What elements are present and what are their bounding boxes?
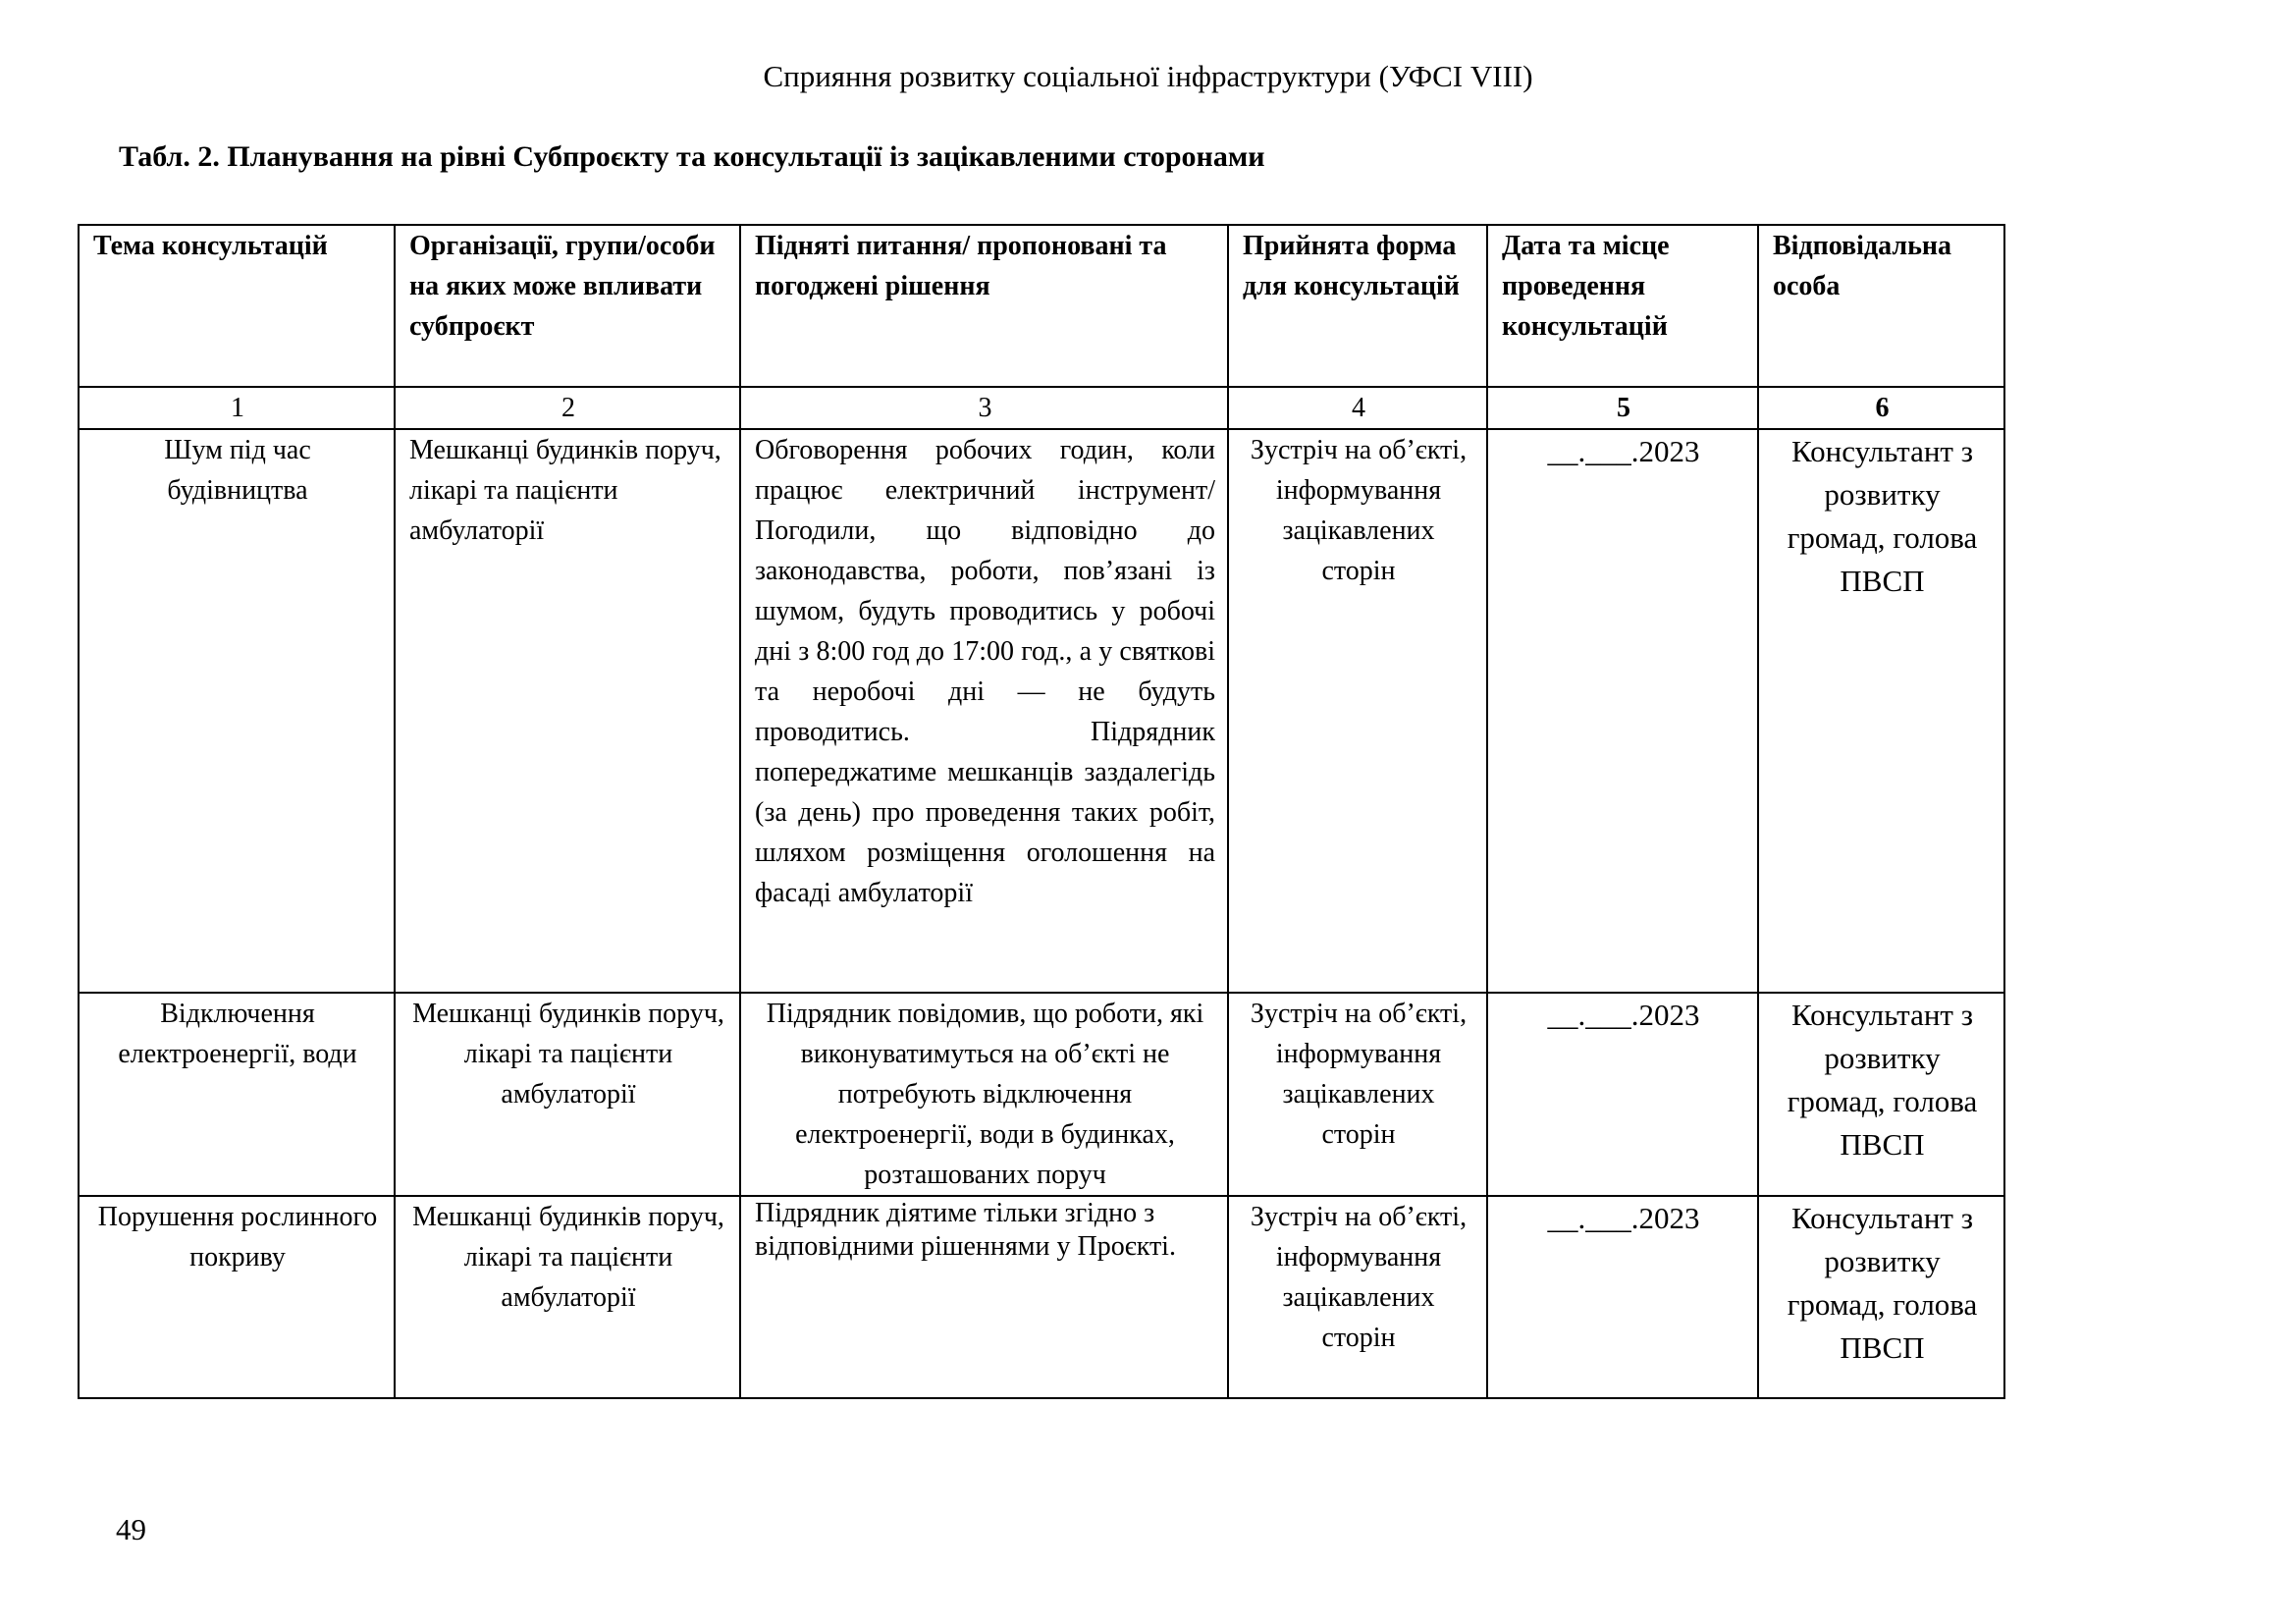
column-number: 6 <box>1758 387 2004 429</box>
cell-form: Зустріч на об’єкті, інформування зацікавлених сторін <box>1228 993 1487 1196</box>
cell-topic: Порушення рослинного покриву <box>79 1196 395 1398</box>
cell-issues: Підрядник діятиме тільки згідно з відповідними рішеннями у Проєкті. <box>740 1196 1228 1398</box>
cell-form: Зустріч на об’єкті, інформування зацікавлених сторін <box>1228 429 1487 993</box>
header-cell-date: Дата та місце проведення консультацій <box>1487 225 1758 387</box>
cell-date: __.___.2023 <box>1487 429 1758 993</box>
column-number: 2 <box>395 387 740 429</box>
column-number-row <box>79 387 2004 429</box>
header-cell-groups: Організації, групи/особи на яких може впливати субпроєкт <box>395 225 740 387</box>
cell-responsible: Консультант з розвитку громад, голова ПВСП <box>1758 1196 2004 1398</box>
table-row <box>79 993 2004 1196</box>
column-number: 1 <box>79 387 395 429</box>
cell-groups: Мешканці будинків поруч, лікарі та пацієнти амбулаторії <box>395 993 740 1196</box>
table-row <box>79 1196 2004 1398</box>
table-row <box>79 429 2004 993</box>
cell-date: __.___.2023 <box>1487 1196 1758 1398</box>
cell-topic: Шум під час будівництва <box>79 429 395 993</box>
running-header: Сприяння розвитку соціальної інфраструктури (УФСІ VIII) <box>763 59 1533 93</box>
column-number: 3 <box>740 387 1228 429</box>
cell-responsible: Консультант з розвитку громад, голова ПВСП <box>1758 429 2004 993</box>
table-title: Табл. 2. Планування на рівні Субпроєкту та консультації із зацікавленими сторонами <box>119 140 1265 173</box>
column-number: 5 <box>1487 387 1758 429</box>
cell-groups: Мешканці будинків поруч, лікарі та пацієнти амбулаторії <box>395 1196 740 1398</box>
cell-groups: Мешканці будинків поруч, лікарі та пацієнти амбулаторії <box>395 429 740 993</box>
cell-issues: Підрядник повідомив, що роботи, які виконуватимуться на об’єкті не потребують відключення електроенергії, води в будинках, розташованих поруч <box>740 993 1228 1196</box>
header-cell-form: Прийнята форма для консультацій <box>1228 225 1487 387</box>
cell-topic: Відключення електроенергії, води <box>79 993 395 1196</box>
header-cell-issues: Підняті питання/ пропоновані та погоджені рішення <box>740 225 1228 387</box>
header-cell-responsible: Відповідальна особа <box>1758 225 2004 387</box>
table-header-row <box>79 225 2004 387</box>
cell-issues: Обговорення робочих годин, коли працює електричний інструмент/Погодили, що відповідно до законодавства, роботи, пов’язані із шумом, будуть проводитись у робочі дні з 8:00 год до 17:00 год., а у святкові та неробочі дні — не будуть проводитись. Підрядник попереджатиме мешканців заздалегідь (за день) про проведення таких робіт, шляхом розміщення оголошення на фасаді амбулаторії <box>740 429 1228 993</box>
cell-responsible: Консультант з розвитку громад, голова ПВСП <box>1758 993 2004 1196</box>
consultation-table <box>78 224 2005 1399</box>
column-number: 4 <box>1228 387 1487 429</box>
header-cell-topic: Тема консультацій <box>79 225 395 387</box>
cell-form: Зустріч на об’єкті, інформування зацікавлених сторін <box>1228 1196 1487 1398</box>
cell-date: __.___.2023 <box>1487 993 1758 1196</box>
page-number: 49 <box>116 1512 146 1546</box>
